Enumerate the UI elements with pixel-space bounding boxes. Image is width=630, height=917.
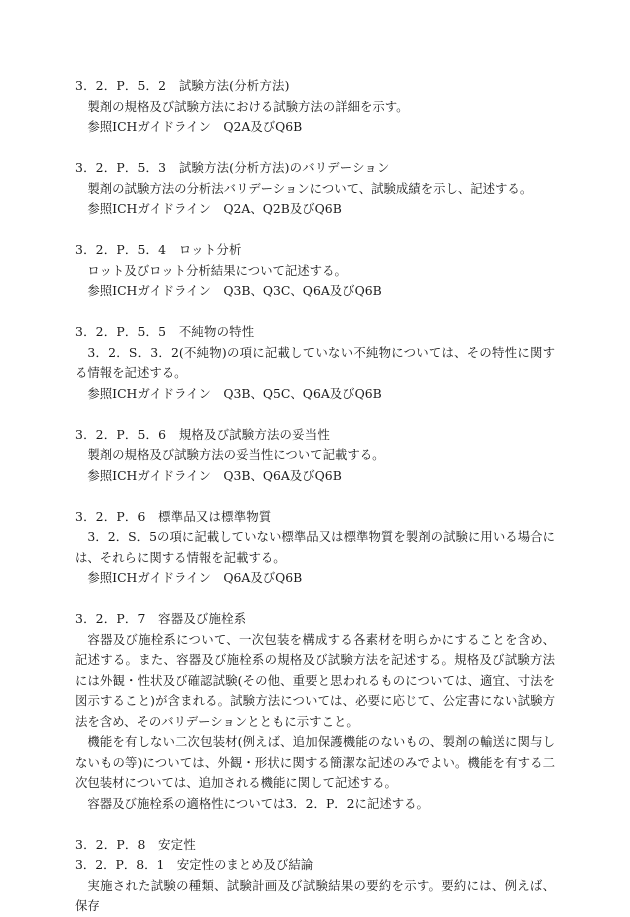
section-3-2-p-7 — [75, 609, 555, 814]
ich-reference: 参照ICHガイドライン Q3B、Q6A及びQ6B — [87, 467, 342, 483]
section-body: ロット及びロット分析結果について記述する。 — [87, 262, 347, 278]
section-3-2-p-8 — [75, 835, 555, 917]
section-body: 容器及び施栓系について、一次包装を構成する各素材を明らかにすることを含め、記述する。また、容器及び施栓系の規格及び試験方法を記述する。規格及び試験方法には外観・性状及び確認試験(その他、重要と思われるものについては、適宜、寸法を図示すること)が含まれる。試験方法については、必要に応じて、公定書にない試験方法を含め、そのバリデーションとともに示すこと。 — [75, 631, 555, 729]
section-heading: 3．2．P．5．3 試験方法(分析方法)のバリデーション — [75, 160, 390, 175]
section-body: 3．2．S．5の項に記載していない標準品又は標準物質を製剤の試験に用いる場合には、それらに関する情報を記載する。 — [75, 529, 555, 565]
section-heading: 3．2．P．5．4 ロット分析 — [75, 242, 242, 257]
section-heading: 3．2．P．6 標準品又は標準物質 — [75, 508, 272, 524]
section-3-2-p-5-3 — [75, 158, 555, 220]
section-body: 実施された試験の種類、試験計画及び試験結果の要約を示す。要約には、例えば、保存 — [75, 877, 555, 913]
ich-reference: 参照ICHガイドライン Q2A及びQ6B — [87, 119, 303, 134]
section-body: 製剤の試験方法の分析法バリデーションについて、試験成績を示し、記述する。 — [87, 180, 533, 196]
ich-reference: 参照ICHガイドライン Q6A及びQ6B — [87, 570, 303, 585]
section-3-2-p-5-4 — [75, 240, 555, 302]
subsection-heading: 3．2．P．8．1 安定性のまとめ及び結論 — [75, 857, 314, 872]
section-body: 製剤の規格及び試験方法における試験方法の詳細を示す。 — [87, 98, 409, 114]
section-body: 機能を有しない二次包装材(例えば、追加保護機能のないもの、製剤の輸送に関与しないもの等)については、外観・形状に関する簡潔な記述のみでよい。機能を有する二次包装材については、追加される機能に関して記述する。 — [75, 734, 555, 790]
section-3-2-p-5-6 — [75, 425, 555, 487]
section-3-2-p-5-5 — [75, 322, 555, 404]
ich-reference: 参照ICHガイドライン Q3B、Q3C、Q6A及びQ6B — [87, 283, 382, 298]
section-heading: 3．2．P．7 容器及び施栓系 — [75, 611, 247, 626]
ich-reference: 参照ICHガイドライン Q2A、Q2B及びQ6B — [87, 201, 342, 216]
section-3-2-p-6 — [75, 507, 555, 589]
section-heading: 3．2．P．5．2 試験方法(分析方法) — [75, 78, 290, 93]
document-page — [75, 76, 555, 917]
section-heading: 3．2．P．8 安定性 — [75, 836, 196, 852]
ich-reference: 参照ICHガイドライン Q3B、Q5C、Q6A及びQ6B — [87, 385, 382, 401]
section-body: 容器及び施栓系の適格性については3．2．P．2に記述する。 — [87, 795, 429, 811]
section-body: 製剤の規格及び試験方法の妥当性について記載する。 — [87, 447, 385, 462]
section-3-2-p-5-2 — [75, 76, 555, 138]
section-heading: 3．2．P．5．6 規格及び試験方法の妥当性 — [75, 426, 330, 442]
section-heading: 3．2．P．5．5 不純物の特性 — [75, 324, 255, 339]
section-body: 3．2．S．3．2(不純物)の項に記載していない不純物については、その特性に関する情報を記述する。 — [75, 344, 555, 380]
